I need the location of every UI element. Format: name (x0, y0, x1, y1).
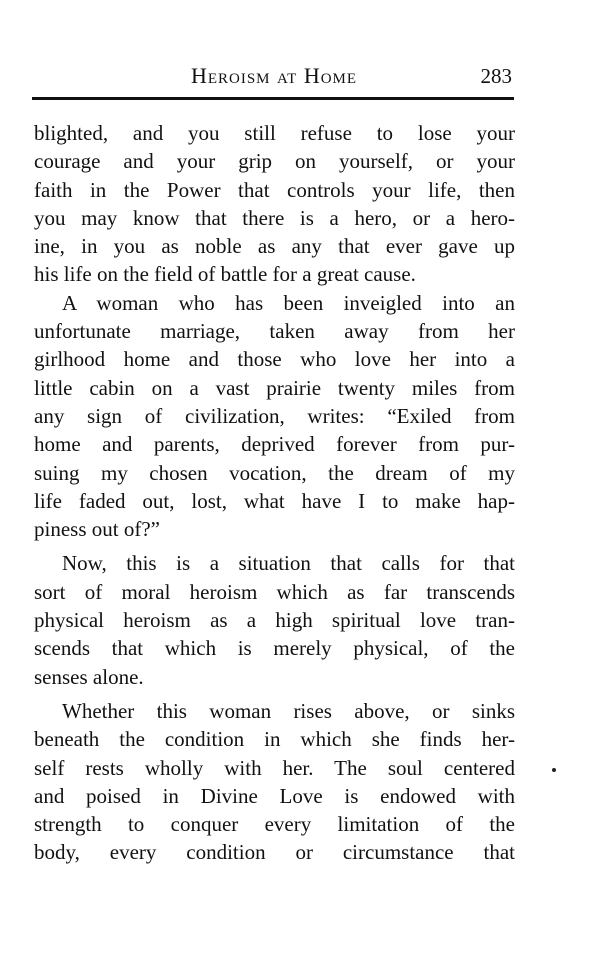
text-line: sort of moral heroism which as far transcends (34, 579, 515, 604)
header-rule (32, 97, 514, 100)
text-line: senses alone. (34, 664, 144, 689)
paragraph (34, 697, 515, 867)
text-line: Whether this woman rises above, or sinks (62, 698, 515, 723)
text-line: Now, this is a situation that calls for that (62, 551, 515, 576)
text-line: self rests wholly with her. The soul centered (34, 755, 515, 780)
text-line: ine, in you as noble as any that ever gave up (34, 234, 515, 259)
text-line: suing my chosen vocation, the dream of my (34, 460, 515, 485)
text-line: girlhood home and those who love her into a (34, 347, 515, 372)
text-line: physical heroism as a high spiritual love tran- (34, 608, 515, 633)
text-line: scends that which is merely physical, of the (34, 636, 515, 661)
running-header (34, 62, 514, 94)
paragraph (34, 549, 515, 690)
text-line: little cabin on a vast prairie twenty miles from (34, 375, 515, 400)
running-title: Heroism at Home (190, 63, 358, 88)
text-line: piness out of?” (34, 517, 160, 542)
text-line: his life on the field of battle for a great cause. (34, 262, 416, 287)
text-line: strength to conquer every limitation of the (34, 812, 515, 837)
text-line: unfortunate marriage, taken away from her (34, 319, 515, 344)
text-line: you may know that there is a hero, or a hero- (34, 205, 515, 230)
text-line: and poised in Divine Love is endowed with (34, 783, 515, 808)
text-line: courage and your grip on yourself, or your (34, 149, 515, 174)
text-line: beneath the condition in which she finds her- (34, 727, 515, 752)
text-line: A woman who has been inveigled into an (62, 290, 515, 315)
text-line: life faded out, lost, what have I to make hap- (34, 488, 515, 513)
paragraph (34, 289, 515, 544)
text-line: faith in the Power that controls your life, then (34, 177, 515, 202)
page-number: 283 (480, 64, 512, 88)
margin-mark (552, 768, 556, 772)
text-line: any sign of civilization, writes: “Exiled from (34, 403, 515, 428)
text-line: body, every condition or circumstance that (34, 840, 515, 865)
paragraph (34, 119, 515, 289)
text-line: home and parents, deprived forever from pur- (34, 432, 515, 457)
text-line: blighted, and you still refuse to lose your (34, 121, 515, 145)
body-text (34, 119, 515, 867)
